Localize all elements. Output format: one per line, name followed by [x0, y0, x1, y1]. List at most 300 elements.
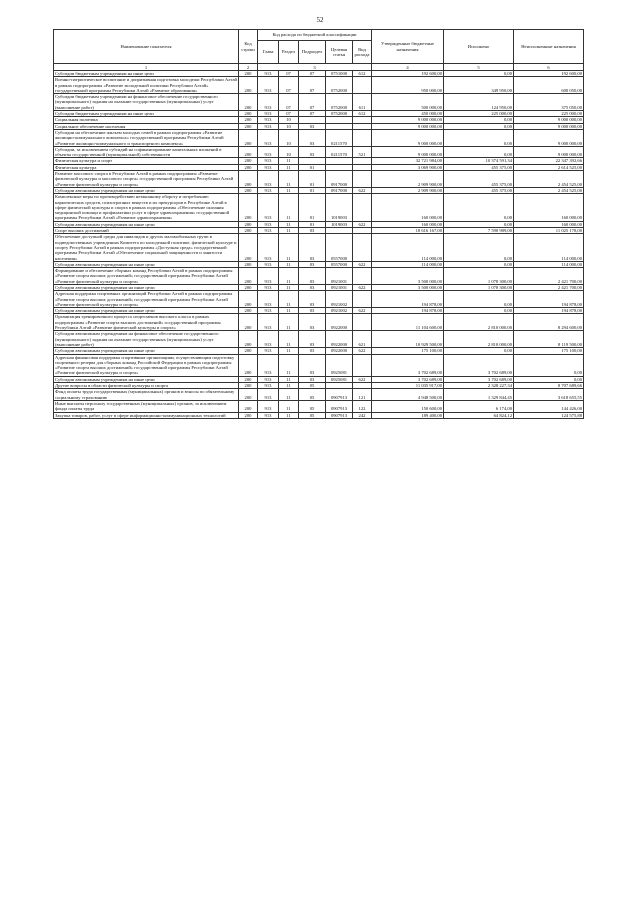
row-target: 0211570 [326, 146, 353, 158]
row-target: 0921002 [326, 308, 353, 314]
row-exp-type: 121 [353, 389, 372, 401]
row-name: Физическая культура и спорт [54, 158, 239, 164]
row-exp-type [353, 77, 372, 94]
row-executed: 124 950,00 [444, 94, 514, 111]
row-code: 200 [239, 77, 258, 94]
row-razdel: 11 [279, 389, 299, 401]
row-unexecuted: 11 025 178,00 [514, 228, 584, 234]
row-name: Адресная поддержка спортивных организаций Республики Алтай в рамках подпрограммы «Развитие спорта высших достижений» государственной программы Республики Алтай «Развитие физической культуры и спорта» [54, 291, 239, 308]
row-name: Социальное обеспечение населения [54, 123, 239, 129]
table-row [54, 314, 584, 331]
row-podrazdel: 07 [299, 94, 326, 111]
row-razdel: 11 [279, 158, 299, 164]
row-target: 0921001 [326, 284, 353, 290]
row-glava: 913 [258, 158, 279, 164]
row-exp-type: 622 [353, 221, 372, 227]
row-target: 0921001 [326, 268, 353, 285]
row-executed: 1 078 300,00 [444, 284, 514, 290]
row-exp-type: 622 [353, 348, 372, 354]
row-code: 200 [239, 129, 258, 146]
row-unexecuted: 3 618 655,55 [514, 389, 584, 401]
row-code: 200 [239, 123, 258, 129]
row-approved: 150 600,00 [372, 400, 444, 412]
row-name: Субсидии автономным учреждениям на финансовое обеспечение государственного (муниципального) задания на оказание государственных (муниципальных) услуг (выполнение работ) [54, 331, 239, 348]
row-approved: 160 000,00 [372, 221, 444, 227]
row-executed: 349 950,00 [444, 77, 514, 94]
row-unexecuted: 8 119 500,00 [514, 331, 584, 348]
row-razdel: 11 [279, 171, 299, 188]
row-name: Комплексные меры по противодействию незаконному обороту и потреблению наркотических средств, психотропных веществ и их прекурсоров в Республике Алтай в сфере физической культуры и спорта в рамках подпрограммы «Обеспечение оказания медицинской помощи и профилактики услуг в сфере здравоохранения» государственной программы Республики Алтай «Развитие здравоохранения» [54, 194, 239, 221]
row-exp-type: 621 [353, 331, 372, 348]
row-glava: 913 [258, 412, 279, 418]
table-row [54, 194, 584, 221]
row-executed: 64 824,12 [444, 412, 514, 418]
row-glava: 913 [258, 383, 279, 389]
row-approved: 2 909 900,00 [372, 187, 444, 193]
row-code: 200 [239, 331, 258, 348]
row-exp-type: 622 [353, 308, 372, 314]
header-code-row: Код строки [239, 30, 258, 64]
table-row [54, 146, 584, 158]
row-target: 0907913 [326, 389, 353, 401]
row-code: 200 [239, 187, 258, 193]
row-target: 0752000 [326, 94, 353, 111]
row-razdel: 07 [279, 71, 299, 77]
row-executed: 0,00 [444, 291, 514, 308]
row-executed: 0,00 [444, 234, 514, 261]
row-glava: 913 [258, 111, 279, 117]
row-target: 0557000 [326, 261, 353, 267]
row-razdel: 07 [279, 111, 299, 117]
row-code: 200 [239, 308, 258, 314]
row-razdel: 11 [279, 348, 299, 354]
row-target: 0925081 [326, 376, 353, 382]
row-target: 0922000 [326, 348, 353, 354]
table-row [54, 268, 584, 285]
row-glava: 913 [258, 146, 279, 158]
row-podrazdel: 03 [299, 268, 326, 285]
table-row [54, 234, 584, 261]
row-glava: 913 [258, 389, 279, 401]
col-number: 2 [239, 64, 258, 71]
row-glava: 913 [258, 71, 279, 77]
row-executed: 225 000,00 [444, 111, 514, 117]
row-razdel: 10 [279, 129, 299, 146]
row-target: 0922000 [326, 314, 353, 331]
row-approved: 9 000 000,00 [372, 117, 444, 123]
col-number: 5 [444, 64, 514, 71]
row-approved: 4 948 500,00 [372, 389, 444, 401]
header-budget-code: Код расхода по бюджетной классификации [258, 30, 372, 41]
row-code: 200 [239, 146, 258, 158]
row-approved: 9 000 000,00 [372, 129, 444, 146]
row-executed: 0,00 [444, 146, 514, 158]
row-code: 200 [239, 268, 258, 285]
table-row [54, 171, 584, 188]
row-podrazdel: 03 [299, 129, 326, 146]
row-executed: 7 590 989,00 [444, 228, 514, 234]
row-exp-type: 622 [353, 284, 372, 290]
row-unexecuted: 600 050,00 [514, 77, 584, 94]
row-glava: 913 [258, 314, 279, 331]
row-name: Субсидии бюджетным учреждениям на иные цели [54, 71, 239, 77]
row-code: 200 [239, 383, 258, 389]
row-razdel: 11 [279, 284, 299, 290]
row-code: 200 [239, 400, 258, 412]
header-unexecuted: Неисполненные назначения [514, 30, 584, 64]
table-row [54, 400, 584, 412]
row-code: 200 [239, 158, 258, 164]
row-exp-type: 622 [353, 376, 372, 382]
row-glava: 913 [258, 234, 279, 261]
header-approved: Утвержденные бюджетные назначения [372, 30, 444, 64]
row-glava: 913 [258, 284, 279, 290]
row-approved: 10 929 500,00 [372, 331, 444, 348]
row-target: 1019003 [326, 221, 353, 227]
header-name: Наименование показателя [54, 30, 239, 64]
row-exp-type [353, 268, 372, 285]
row-razdel: 07 [279, 94, 299, 111]
row-glava: 913 [258, 221, 279, 227]
row-unexecuted: 8 707 689,66 [514, 383, 584, 389]
row-exp-type: 521 [353, 146, 372, 158]
row-unexecuted: 9 000 000,00 [514, 146, 584, 158]
row-razdel: 11 [279, 314, 299, 331]
row-name: Обеспечение доступной среды для инвалидов и других маломобильных групп в подведомственных учреждениях Комитета по молодежной политике, физической культуре и спорту Республики Алтай в рамках подпрограммы «Доступная среда» государственной программы Республики Алтай «Обеспечение социальной защищенности и занятости населения» [54, 234, 239, 261]
row-target: 0907913 [326, 400, 353, 412]
row-podrazdel: 01 [299, 187, 326, 193]
row-glava: 913 [258, 123, 279, 129]
row-code: 200 [239, 221, 258, 227]
row-podrazdel: 05 [299, 383, 326, 389]
row-podrazdel: 01 [299, 164, 326, 170]
row-podrazdel: 03 [299, 146, 326, 158]
row-razdel: 11 [279, 383, 299, 389]
row-exp-type: 122 [353, 400, 372, 412]
row-executed: 0,00 [444, 194, 514, 221]
header-razdel: Раздел [279, 41, 299, 64]
row-glava: 913 [258, 117, 279, 123]
row-podrazdel: 03 [299, 376, 326, 382]
row-name: Организация тренировочного процесса спортсменов высокого класса в рамках подпрограммы «Развитие спорта высших достижений» государственной программы Республики Алтай «Развитие физической культуры и спорта» [54, 314, 239, 331]
row-executed: 0,00 [444, 71, 514, 77]
row-podrazdel: 03 [299, 314, 326, 331]
table-row [54, 129, 584, 146]
row-name: Субсидии автономным учреждениям на иные цели [54, 376, 239, 382]
row-unexecuted: 160 000,00 [514, 194, 584, 221]
row-unexecuted: 9 000 000,00 [514, 117, 584, 123]
row-code: 200 [239, 412, 258, 418]
row-target: 0917000 [326, 187, 353, 193]
row-executed: 10 374 591,34 [444, 158, 514, 164]
row-approved: 2 909 900,00 [372, 171, 444, 188]
table-row [54, 331, 584, 348]
row-razdel: 10 [279, 123, 299, 129]
row-podrazdel: 07 [299, 111, 326, 117]
row-unexecuted: 0,00 [514, 376, 584, 382]
row-podrazdel: 03 [299, 234, 326, 261]
row-exp-type: 622 [353, 187, 372, 193]
row-unexecuted: 192 600,00 [514, 71, 584, 77]
row-code: 200 [239, 164, 258, 170]
row-exp-type [353, 194, 372, 221]
row-glava: 913 [258, 261, 279, 267]
row-podrazdel: 07 [299, 71, 326, 77]
row-code: 200 [239, 389, 258, 401]
row-razdel: 11 [279, 228, 299, 234]
row-code: 200 [239, 234, 258, 261]
row-unexecuted: 175 100,00 [514, 348, 584, 354]
row-unexecuted: 144 426,00 [514, 400, 584, 412]
row-glava: 913 [258, 228, 279, 234]
row-code: 200 [239, 348, 258, 354]
row-target: 0921002 [326, 291, 353, 308]
row-code: 200 [239, 376, 258, 382]
row-executed: 2 328 227,34 [444, 383, 514, 389]
table-row [54, 77, 584, 94]
row-exp-type [353, 314, 372, 331]
row-glava: 913 [258, 129, 279, 146]
row-approved: 3 702 689,00 [372, 376, 444, 382]
row-podrazdel: 01 [299, 194, 326, 221]
row-approved: 9 000 000,00 [372, 146, 444, 158]
row-approved: 160 000,00 [372, 194, 444, 221]
row-name: Спорт высших достижений [54, 228, 239, 234]
table-row [54, 389, 584, 401]
row-podrazdel: 03 [299, 228, 326, 234]
row-code: 200 [239, 94, 258, 111]
budget-report-table [53, 29, 584, 419]
header-glava: Глава [258, 41, 279, 64]
row-name: Субсидии автономным учреждениям на иные цели [54, 261, 239, 267]
row-executed: 0,00 [444, 348, 514, 354]
row-name: Физическая культура [54, 164, 239, 170]
row-name: Другие вопросы в области физической культуры и спорта [54, 383, 239, 389]
row-glava: 913 [258, 268, 279, 285]
row-target: 0211570 [326, 129, 353, 146]
row-name: Субсидии автономным учреждениям на иные цели [54, 187, 239, 193]
row-unexecuted: 22 347 392,66 [514, 158, 584, 164]
row-approved: 192 600,00 [372, 71, 444, 77]
row-razdel: 11 [279, 291, 299, 308]
row-unexecuted: 2 454 525,00 [514, 171, 584, 188]
row-name: Формирование и обеспечение сборных команд Республики Алтай в рамках подпрограммы «Развитие спорта высших достижений» государственной программы Республики Алтай «Развитие физической культуры и спорта» [54, 268, 239, 285]
row-podrazdel: 03 [299, 348, 326, 354]
row-code: 200 [239, 228, 258, 234]
row-exp-type [353, 171, 372, 188]
row-name: Развитие массового спорта в Республике Алтай в рамках подпрограммы «Развитие физической культуры и массового спорта» государственной программы Республики Алтай «Развитие физической культуры и спорта» [54, 171, 239, 188]
row-name: Субсидии на обеспечение жильем молодых семей в рамках подпрограммы «Развитие жилищно-коммунального комплекса» государственной программы Республики Алтай «Развитие жилищно-коммунального и транспортного комплекса» [54, 129, 239, 146]
row-exp-type [353, 354, 372, 376]
row-code: 200 [239, 111, 258, 117]
row-unexecuted: 9 000 000,00 [514, 129, 584, 146]
row-executed: 1 329 844,45 [444, 389, 514, 401]
row-exp-type [353, 291, 372, 308]
row-podrazdel: 03 [299, 331, 326, 348]
col-number: 4 [372, 64, 444, 71]
row-razdel: 07 [279, 77, 299, 94]
row-podrazdel: 07 [299, 77, 326, 94]
row-razdel: 11 [279, 221, 299, 227]
col-number: 6 [514, 64, 584, 71]
row-razdel: 11 [279, 194, 299, 221]
row-target: 0557000 [326, 234, 353, 261]
row-glava: 913 [258, 164, 279, 170]
col-number: 3 [258, 64, 372, 71]
row-name: Субсидии бюджетным учреждениям на финансовое обеспечение государственного (муниципального) задания на оказание государственных (муниципальных) услуг (выполнение работ) [54, 94, 239, 111]
row-name: Субсидии бюджетным учреждениям на иные цели [54, 111, 239, 117]
row-executed: 2 810 000,00 [444, 331, 514, 348]
row-exp-type: 612 [353, 111, 372, 117]
row-glava: 913 [258, 94, 279, 111]
row-approved: 32 721 984,00 [372, 158, 444, 164]
row-razdel: 11 [279, 308, 299, 314]
row-executed: 455 375,00 [444, 187, 514, 193]
row-podrazdel: 03 [299, 308, 326, 314]
row-razdel: 11 [279, 164, 299, 170]
row-unexecuted: 375 050,00 [514, 94, 584, 111]
row-name: Военно-патриотическое воспитание и допризывная подготовка молодежи Республики Алтай в рамках подпрограммы «Развитие молодежной политики Республики Алтай» государственной программы Республики Алтай «Развитие образования» [55, 77, 237, 93]
row-approved: 3 500 000,00 [372, 284, 444, 290]
row-target: 1019003 [326, 194, 353, 221]
row-glava: 913 [258, 376, 279, 382]
row-glava: 913 [258, 77, 279, 94]
row-executed: 455 375,00 [444, 171, 514, 188]
row-podrazdel: 05 [299, 389, 326, 401]
row-glava: 913 [258, 354, 279, 376]
row-approved: 3 069 900,00 [372, 164, 444, 170]
row-name: Субсидии, за исключением субсидий на софинансирование капитальных вложений в объекты государственной (муниципальной) собственности [54, 146, 239, 158]
row-approved: 114 000,00 [372, 234, 444, 261]
row-unexecuted: 0,00 [514, 354, 584, 376]
col-number: 1 [54, 64, 239, 71]
row-code: 200 [239, 171, 258, 188]
row-unexecuted: 160 000,00 [514, 221, 584, 227]
row-executed: 0,00 [444, 221, 514, 227]
row-unexecuted: 114 000,00 [514, 261, 584, 267]
row-approved: 3 702 689,00 [372, 354, 444, 376]
row-razdel: 11 [279, 376, 299, 382]
row-target: 0925081 [326, 354, 353, 376]
row-code: 200 [239, 354, 258, 376]
row-executed: 3 702 689,00 [444, 376, 514, 382]
row-podrazdel: 01 [299, 171, 326, 188]
row-name: Субсидии автономным учреждениям на иные цели [54, 284, 239, 290]
row-glava: 913 [258, 194, 279, 221]
row-podrazdel: 05 [299, 400, 326, 412]
row-unexecuted: 225 000,00 [514, 111, 584, 117]
row-executed: 2 810 000,00 [444, 314, 514, 331]
row-podrazdel: 03 [299, 123, 326, 129]
table-row [54, 291, 584, 308]
row-target: 0751000 [326, 71, 353, 77]
row-code: 200 [239, 261, 258, 267]
row-code: 200 [239, 314, 258, 331]
row-unexecuted: 2 614 525,00 [514, 164, 584, 170]
row-podrazdel: 03 [299, 261, 326, 267]
row-approved: 11 104 600,00 [372, 314, 444, 331]
row-exp-type [353, 234, 372, 261]
row-target: 0907913 [326, 412, 353, 418]
row-exp-type [353, 129, 372, 146]
row-razdel: 11 [279, 331, 299, 348]
row-name: Социальная политика [54, 117, 239, 123]
row-approved: 11 035 917,00 [372, 383, 444, 389]
row-glava: 913 [258, 348, 279, 354]
row-executed: 0,00 [444, 129, 514, 146]
row-unexecuted: 2 421 700,00 [514, 284, 584, 290]
row-executed: 455 375,00 [444, 164, 514, 170]
row-unexecuted: 194 878,00 [514, 291, 584, 308]
row-unexecuted: 194 878,00 [514, 308, 584, 314]
row-executed: 0,00 [444, 308, 514, 314]
header-exp-type: Вид расхода [353, 41, 372, 64]
row-code: 200 [239, 291, 258, 308]
row-approved: 450 000,00 [372, 111, 444, 117]
header-executed: Исполнено [444, 30, 514, 64]
row-glava: 913 [258, 187, 279, 193]
row-name: Иные выплаты персоналу государственных (муниципальных) органов, за исключением фонда оплаты труда [54, 400, 239, 412]
row-name: Субсидии автономным учреждениям на иные цели [54, 348, 239, 354]
row-executed: 0,00 [444, 117, 514, 123]
row-glava: 913 [258, 171, 279, 188]
row-unexecuted: 124 575,88 [514, 412, 584, 418]
row-approved: 3 500 000,00 [372, 268, 444, 285]
row-glava: 913 [258, 308, 279, 314]
row-approved: 194 878,00 [372, 291, 444, 308]
row-exp-type: 611 [353, 94, 372, 111]
row-unexecuted: 2 421 700,00 [514, 268, 584, 285]
row-name: Закупка товаров, работ, услуг в сфере информационно-коммуникационных технологий [54, 412, 239, 418]
row-unexecuted: 114 000,00 [514, 234, 584, 261]
row-name: Фонд оплаты труда государственных (муниципальных) органов и взносы по обязательному социальному страхованию [54, 389, 239, 401]
row-razdel: 11 [279, 187, 299, 193]
row-approved: 950 000,00 [372, 77, 444, 94]
report-body [54, 71, 584, 419]
row-exp-type: 242 [353, 412, 372, 418]
row-approved: 189 400,00 [372, 412, 444, 418]
row-target: 0917000 [326, 171, 353, 188]
row-approved: 194 878,00 [372, 308, 444, 314]
row-razdel: 11 [279, 412, 299, 418]
row-code: 200 [239, 194, 258, 221]
header-podrazdel: Подраздел [299, 41, 326, 64]
header-target: Целевая статья [326, 41, 353, 64]
row-name: Адресная финансовая поддержка спортивным организациям, осуществляющим подготовку спортивного резерва для сборных команд Российской Федерации в рамках подпрограммы «Развитие спорта высших достижений» государственной программы Республики Алтай «Развитие физической культуры и спорта» [54, 354, 239, 376]
row-razdel: 10 [279, 146, 299, 158]
row-approved: 18 616 167,00 [372, 228, 444, 234]
row-razdel: 11 [279, 261, 299, 267]
row-code: 200 [239, 71, 258, 77]
row-target: 0752000 [326, 111, 353, 117]
row-approved: 9 000 000,00 [372, 123, 444, 129]
row-podrazdel: 01 [299, 221, 326, 227]
page-number: 52 [316, 16, 324, 24]
table-row [54, 412, 584, 418]
row-razdel: 11 [279, 268, 299, 285]
row-approved: 114 000,00 [372, 261, 444, 267]
row-executed: 0,00 [444, 123, 514, 129]
row-unexecuted: 9 000 000,00 [514, 123, 584, 129]
row-podrazdel: 03 [299, 284, 326, 290]
row-unexecuted: 2 454 525,00 [514, 187, 584, 193]
row-executed: 6 174,00 [444, 400, 514, 412]
row-razdel: 11 [279, 234, 299, 261]
row-podrazdel: 03 [299, 291, 326, 308]
row-target: 0922000 [326, 331, 353, 348]
row-name: Субсидии автономным учреждениям на иные цели [54, 308, 239, 314]
row-podrazdel: 03 [299, 354, 326, 376]
